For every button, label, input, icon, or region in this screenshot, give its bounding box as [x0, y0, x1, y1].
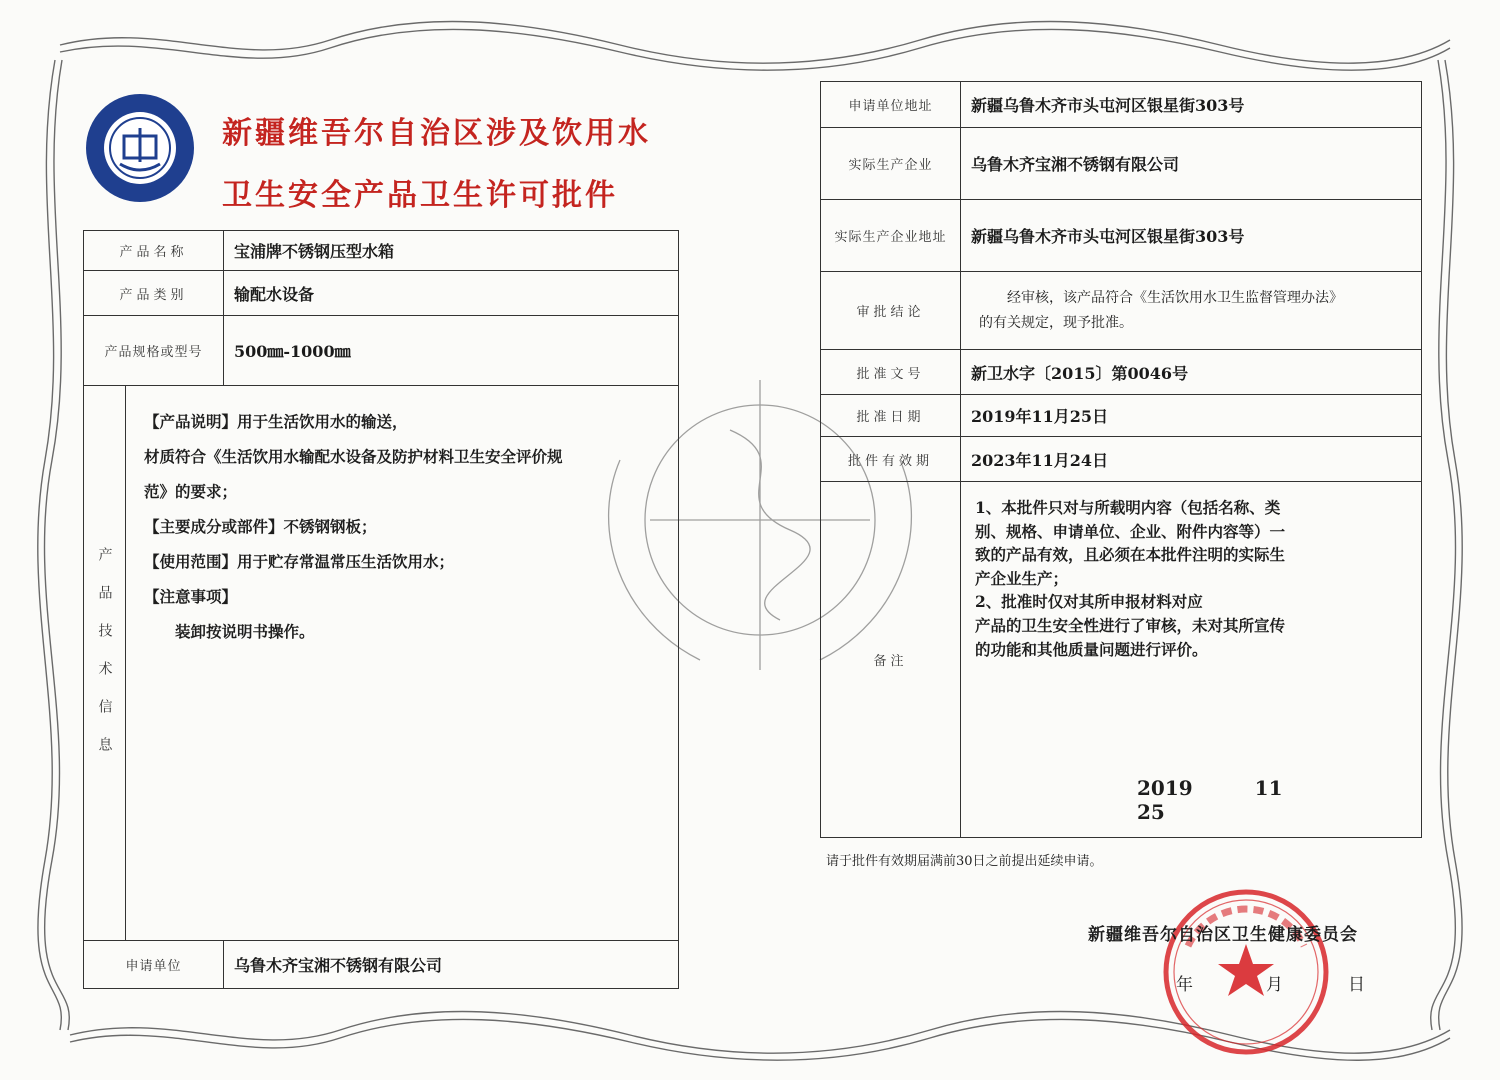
- notes-line: 1、本批件只对与所载明内容（包括名称、类: [975, 498, 1281, 517]
- year-char: 年: [1176, 975, 1193, 995]
- approval-date-label: 批准日期: [821, 395, 961, 437]
- notes-line: 的功能和其他质量问题进行评价。: [975, 639, 1208, 659]
- manufacturer-label: 实际生产企业: [821, 128, 961, 200]
- day-char: 日: [1348, 975, 1365, 995]
- approval-info-table: [820, 81, 1422, 838]
- document-title-line2: 卫生安全产品卫生许可批件: [222, 178, 618, 213]
- tech-info-line: 装卸按说明书操作。: [144, 622, 315, 641]
- product-spec-value: 500㎜-1000㎜: [224, 316, 679, 386]
- tech-info-label-cell: [84, 386, 126, 941]
- tech-info-line: 【注意事项】: [144, 587, 238, 606]
- manufacturer-address-label: 实际生产企业地址: [821, 200, 961, 272]
- notes-line: 2、批准时仅对其所申报材料对应: [975, 592, 1203, 612]
- applicant-address-label: 申请单位地址: [821, 82, 961, 128]
- conclusion-line: 经审核，该产品符合《生活饮用水卫生监督管理办法》: [1007, 289, 1343, 306]
- product-category-value: 输配水设备: [224, 271, 679, 316]
- notes-line: 别、规格、申请单位、企业、附件内容等）一: [975, 521, 1286, 541]
- tech-info-line: 材质符合《生活饮用水输配水设备及防护材料卫生安全评价规: [144, 447, 563, 466]
- product-name-value: 宝浦牌不锈钢压型水箱: [224, 231, 679, 271]
- notes-line: 产品的卫生安全性进行了审核，未对其所宣传: [975, 615, 1286, 635]
- approval-date-value: 2019年11月25日: [961, 395, 1422, 437]
- tech-info-line: 【使用范围】用于贮存常温常压生活饮用水；: [144, 552, 455, 571]
- notes-label: 备注: [821, 482, 961, 838]
- notes-line: 产企业生产；: [975, 568, 1069, 588]
- issue-day: 25: [1137, 799, 1165, 824]
- manufacturer-value: 乌鲁木齐宝湘不锈钢有限公司: [961, 128, 1422, 200]
- applicant-label: 申请单位: [84, 941, 224, 989]
- valid-until-value: 2023年11月24日: [961, 437, 1422, 482]
- product-spec-label: 产品规格或型号: [84, 316, 224, 386]
- conclusion-label: 审批结论: [821, 272, 961, 350]
- applicant-address-value: 新疆乌鲁木齐市头屯河区银星街303号: [961, 82, 1422, 128]
- issue-year: 2019: [1137, 776, 1193, 800]
- notes-line: 致的产品有效，且必须在本批件注明的实际生: [975, 545, 1286, 565]
- notes-content: [961, 482, 1422, 838]
- tech-info-line: 【产品说明】用于生活饮用水的输送，: [144, 412, 408, 431]
- applicant-value: 乌鲁木齐宝湘不锈钢有限公司: [224, 941, 679, 989]
- product-info-table: [83, 230, 679, 989]
- tech-info-line: 范》的要求；: [144, 482, 238, 501]
- approval-number-label: 批准文号: [821, 350, 961, 395]
- conclusion-line: 的有关规定，现予批准。: [979, 314, 1133, 331]
- health-inspection-emblem: [84, 92, 196, 204]
- valid-until-label: 批件有效期: [821, 437, 961, 482]
- document-title-line1: 新疆维吾尔自治区涉及饮用水: [222, 116, 651, 151]
- renewal-footnote: 请于批件有效期届满前30日之前提出延续申请。: [826, 854, 1103, 869]
- tech-info-line: 【主要成分或部件】不锈钢钢板；: [144, 517, 377, 536]
- tech-info-label: 产品技术信息: [96, 547, 113, 775]
- approval-number-value: 新卫水字〔2015〕第0046号: [961, 350, 1422, 395]
- tech-info-content: [126, 386, 679, 941]
- month-char: 月: [1266, 975, 1283, 995]
- manufacturer-address-value: 新疆乌鲁木齐市头屯河区银星街303号: [961, 200, 1422, 272]
- product-category-label: 产品类别: [84, 271, 224, 316]
- issue-date: [1137, 777, 1421, 824]
- issuing-authority: 新疆维吾尔自治区卫生健康委员会: [1088, 925, 1358, 945]
- product-name-label: 产品名称: [84, 231, 224, 271]
- conclusion-content: [961, 272, 1422, 350]
- issue-month: 11: [1254, 776, 1283, 800]
